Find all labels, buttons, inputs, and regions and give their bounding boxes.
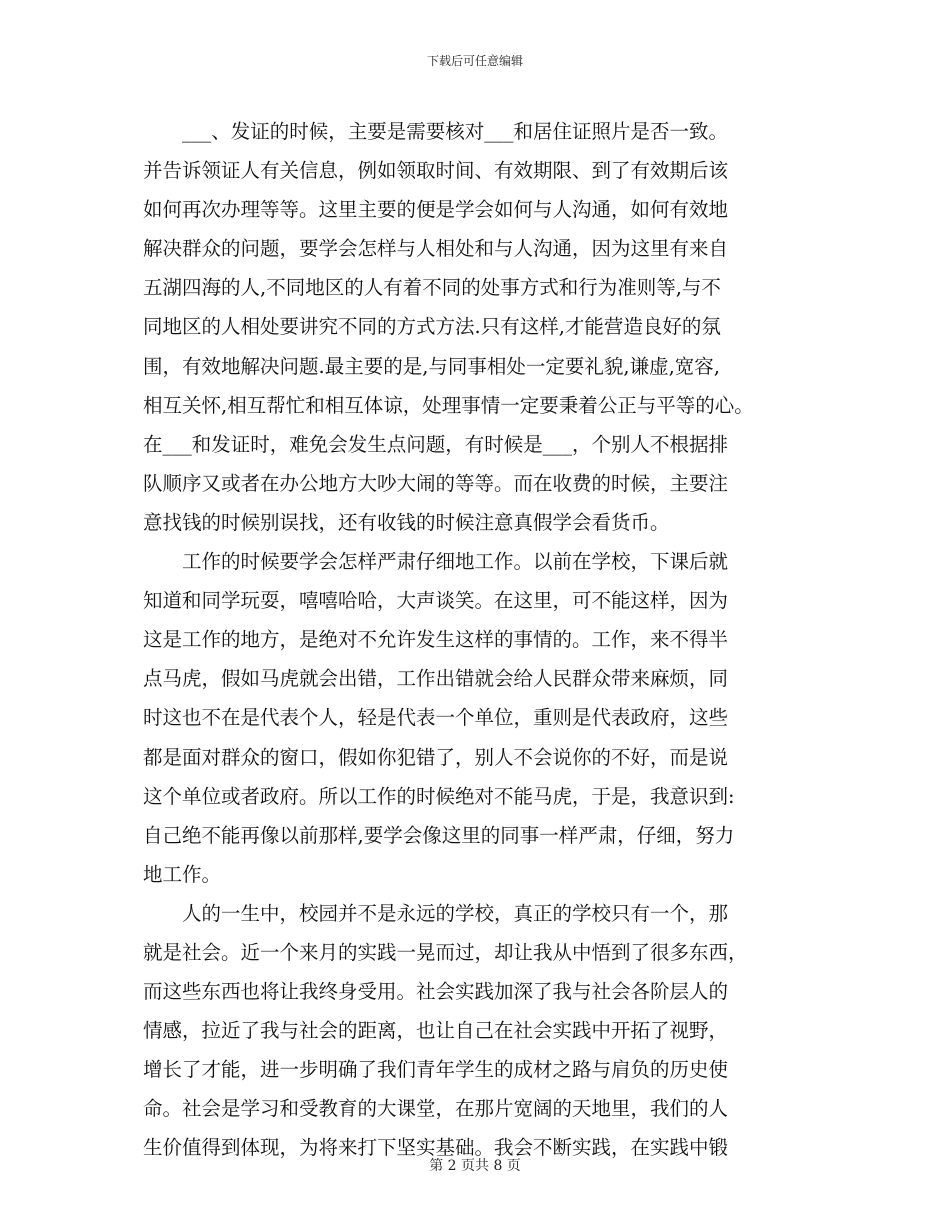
text-line: 时这也不在是代表个人，轻是代表一个单位，重则是代表政府，这些: [143, 706, 729, 730]
text-line: 这是工作的地方，是绝对不允许发生这样的事情的。工作，来不得半: [143, 628, 729, 652]
text-line: 地工作。: [143, 862, 222, 886]
text-line: 如何再次办理等等。这里主要的便是学会如何与人沟通，如何有效地: [143, 198, 729, 222]
text-line: 同地区的人相处要讲究不同的方式方法.只有这样,才能营造良好的氛: [143, 315, 721, 339]
text-line: 意找钱的时候别误找，还有收钱的时候注意真假学会看货币。: [143, 510, 670, 534]
text-line: 并告诉领证人有关信息，例如领取时间、有效期限、到了有效期后该: [143, 159, 729, 183]
text-line: 工作的时候要学会怎样严肃仔细地工作。以前在学校，下课后就: [182, 550, 729, 574]
paragraph-1: [143, 112, 823, 542]
text-line: 而这些东西也将让我终身受用。社会实践加深了我与社会各阶层人的: [143, 980, 729, 1004]
document-body: [143, 112, 823, 1168]
text-line: 自己绝不能再像以前那样,要学会像这里的同事一样严肃，仔细，努力: [143, 823, 735, 847]
text-line: 围，有效地解决问题.最主要的是,与同事相处一定要礼貌,谦虚,宽容,: [143, 354, 720, 378]
page-header: 下载后可任意编辑: [426, 54, 523, 68]
page-number-footer: 第 2 页共 8 页: [429, 1158, 521, 1174]
text-line: 命。社会是学习和受教育的大课堂，在那片宽阔的天地里，我们的人: [143, 1097, 729, 1121]
text-line: 都是面对群众的窗口，假如你犯错了，别人不会说你的不好，而是说: [143, 745, 729, 769]
text-line: 知道和同学玩耍，嘻嘻哈哈，大声谈笑。在这里，可不能这样，因为: [143, 589, 729, 613]
text-line: 在___和发证时，难免会发生点问题，有时候是___，个别人不根据排: [143, 432, 729, 456]
text-line: 增长了才能，进一步明确了我们青年学生的成材之路与肩负的历史使: [143, 1058, 729, 1082]
text-line: 解决群众的问题，要学会怎样与人相处和与人沟通，因为这里有来自: [143, 237, 729, 261]
text-line: 五湖四海的人,不同地区的人有着不同的处事方式和行为准则等,与不: [143, 276, 721, 300]
text-line: 人的一生中，校园并不是永远的学校，真正的学校只有一个，那: [182, 901, 729, 925]
text-line: 情感，拉近了我与社会的距离，也让自己在社会实践中开拓了视野，: [143, 1019, 729, 1043]
text-line: 生价值得到体现，为将来打下坚实基础。我会不断实践，在实践中锻: [143, 1136, 729, 1160]
text-line: 就是社会。近一个来月的实践一晃而过，却让我从中悟到了很多东西，: [143, 940, 748, 964]
text-line: 点马虎，假如马虎就会出错，工作出错就会给人民群众带来麻烦，同: [143, 667, 729, 691]
text-line: 队顺序又或者在办公地方大吵大闹的等等。而在收费的时候，主要注: [143, 471, 729, 495]
text-line: 这个单位或者政府。所以工作的时候绝对不能马虎，于是，我意识到:: [143, 784, 735, 808]
text-line: 相互关怀,相互帮忙和相互体谅，处理事情一定要秉着公正与平等的心。: [143, 393, 754, 417]
paragraph-2: [143, 542, 823, 894]
text-line: ___、发证的时候，主要是需要核对___和居住证照片是否一致。: [182, 120, 729, 143]
paragraph-3: [143, 894, 823, 1168]
